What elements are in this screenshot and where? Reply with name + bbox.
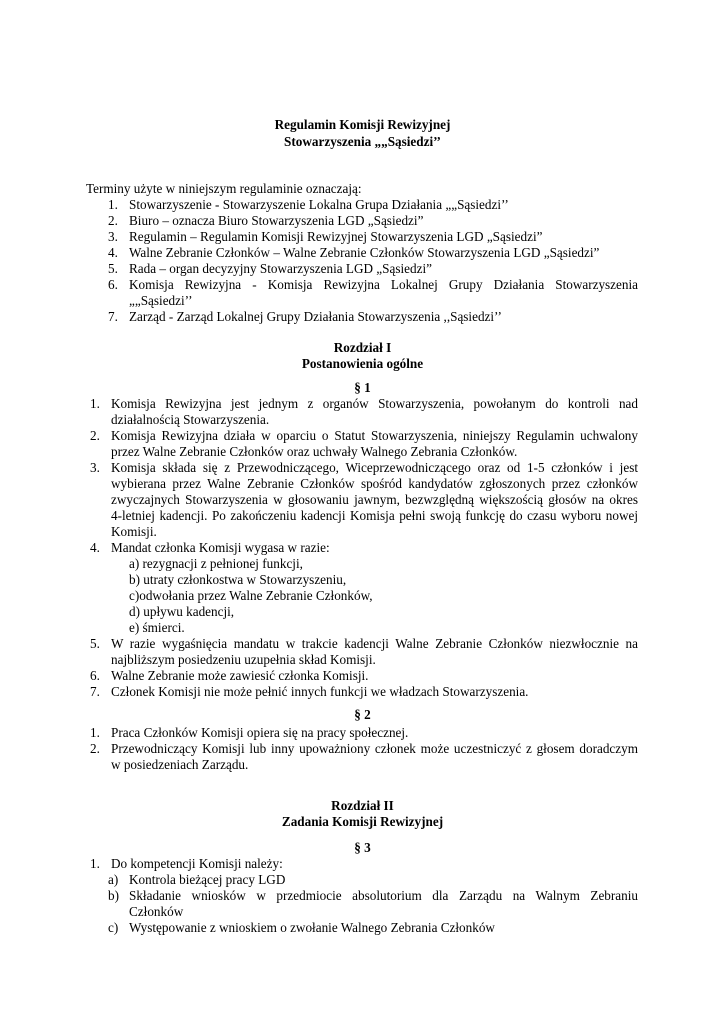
paragraph-item-line: 4-letniej kadencji. Po zakończeniu kadencji Komisja pełni swoją funkcję do czasu wyboru nowej (111, 508, 638, 523)
sub-item: Kontrola bieżącej pracy LGD (129, 872, 286, 887)
paragraph-item-number: 1. (90, 856, 100, 871)
chapter-2-title: Zadania Komisji Rewizyjnej (281, 814, 444, 829)
paragraph-item-line: wybierana przez Walne Zebranie Członków spośród kandydatów zgłoszonych przez członków (111, 476, 638, 491)
paragraph-item-line: Komisja Rewizyjna jest jednym z organów Stowarzyszenia, powołanym do kontroli nad (111, 396, 638, 411)
paragraph-item-number: 1. (90, 396, 100, 411)
sub-item: b) utraty członkostwa w Stowarzyszeniu, (129, 572, 347, 587)
paragraph-item-line: Do kompetencji Komisji należy: (111, 856, 283, 871)
terms-item-text: Regulamin – Regulamin Komisji Rewizyjnej Stowarzyszenia LGD „Sąsiedzi” (129, 229, 543, 244)
chapter-2-label: Rozdział II (331, 798, 394, 813)
sub-item-letter: b) (108, 888, 119, 903)
sub-item: Składanie wniosków w przedmiocie absolutorium dla Zarządu na Walnym Zebraniu (129, 888, 638, 903)
paragraph-item-line: Komisja Rewizyjna działa w oparciu o Statut Stowarzyszenia, niniejszy Regulamin uchwalony (111, 428, 638, 443)
paragraph-item-line: w posiedzeniach Zarządu. (111, 757, 249, 772)
terms-item-text: Walne Zebranie Członków – Walne Zebranie Członków Stowarzyszenia LGD „Sąsiedzi” (129, 245, 600, 260)
paragraph-item-number: 6. (90, 668, 100, 683)
paragraph-item-line: najbliższym posiedzeniu uzupełnia skład Komisji. (111, 652, 376, 667)
paragraph-3-label: § 3 (354, 840, 371, 855)
paragraph-item-line: zwyczajnych Stowarzyszenia w głosowaniu jawnym, bezwzględną większością głosów na okres (111, 492, 638, 507)
paragraph-2-label: § 2 (354, 707, 371, 722)
terms-item-continuation: „„Sąsiedzi’’ (129, 293, 193, 308)
paragraph-item-line: Walne Zebranie może zawiesić członka Komisji. (111, 668, 369, 683)
sub-item-letter: c) (108, 920, 119, 935)
document-title-line-2: Stowarzyszenia „„Sąsiedzi’’ (284, 134, 441, 149)
paragraph-item-number: 2. (90, 428, 100, 443)
paragraph-item-line: Komisja składa się z Przewodniczącego, Wiceprzewodniczącego oraz od 1-5 członków i jest (111, 460, 638, 475)
paragraph-1-label: § 1 (354, 380, 371, 395)
terms-item-number: 3. (108, 229, 118, 244)
chapter-1-label: Rozdział I (333, 340, 392, 355)
document-title-line-1: Regulamin Komisji Rewizyjnej (274, 117, 451, 132)
terms-item-text: Rada – organ decyzyjny Stowarzyszenia LGD „Sąsiedzi” (129, 261, 432, 276)
paragraph-item-line: działalnością Stowarzyszenia. (111, 412, 270, 427)
paragraph-item-number: 5. (90, 636, 100, 651)
paragraph-item-line: Członek Komisji nie może pełnić innych funkcji we władzach Stowarzyszenia. (111, 684, 529, 699)
terms-item-number: 7. (108, 309, 118, 324)
terms-item-number: 1. (108, 197, 118, 212)
paragraph-item-line: przez Walne Zebranie Członków oraz uchwały Walnego Zebrania Członków. (111, 444, 518, 459)
terms-item-number: 4. (108, 245, 118, 260)
terms-item-text: Biuro – oznacza Biuro Stowarzyszenia LGD „Sąsiedzi” (129, 213, 424, 228)
sub-item: e) śmierci. (129, 620, 185, 635)
paragraph-item-number: 3. (90, 460, 100, 475)
sub-item: c)odwołania przez Walne Zebranie Członków, (129, 588, 373, 603)
sub-item: Występowanie z wnioskiem o zwołanie Walnego Zebrania Członków (129, 920, 495, 935)
paragraph-item-line: Przewodniczący Komisji lub inny upoważniony członek może uczestniczyć z głosem doradczym (111, 741, 638, 756)
terms-item-number: 6. (108, 277, 118, 292)
paragraph-item-line: Praca Członków Komisji opiera się na pracy społecznej. (111, 725, 409, 740)
paragraph-item-line: Mandat członka Komisji wygasa w razie: (111, 540, 330, 555)
paragraph-item-number: 1. (90, 725, 100, 740)
paragraph-item-number: 4. (90, 540, 100, 555)
terms-item-text: Stowarzyszenie - Stowarzyszenie Lokalna Grupa Działania „„Sąsiedzi’’ (129, 197, 509, 212)
paragraph-item-number: 2. (90, 741, 100, 756)
terms-item-text: Zarząd - Zarząd Lokalnej Grupy Działania Stowarzyszenia ,,Sąsiedzi’’ (129, 309, 502, 324)
paragraph-item-line: W razie wygaśnięcia mandatu w trakcie kadencji Walne Zebranie Członków niezwłocznie na (111, 636, 638, 651)
chapter-1-title: Postanowienia ogólne (301, 356, 424, 371)
sub-item-letter: a) (108, 872, 119, 887)
terms-item-number: 2. (108, 213, 118, 228)
terms-item-text: Komisja Rewizyjna - Komisja Rewizyjna Lokalnej Grupy Działania Stowarzyszenia (129, 277, 638, 292)
paragraph-item-number: 7. (90, 684, 100, 699)
sub-item: Członków (129, 904, 184, 919)
paragraph-item-line: Komisji. (111, 524, 157, 539)
sub-item: d) upływu kadencji, (129, 604, 235, 619)
sub-item: a) rezygnacji z pełnionej funkcji, (129, 556, 303, 571)
terms-intro: Terminy użyte w niniejszym regulaminie oznaczają: (86, 181, 362, 196)
terms-item-number: 5. (108, 261, 118, 276)
